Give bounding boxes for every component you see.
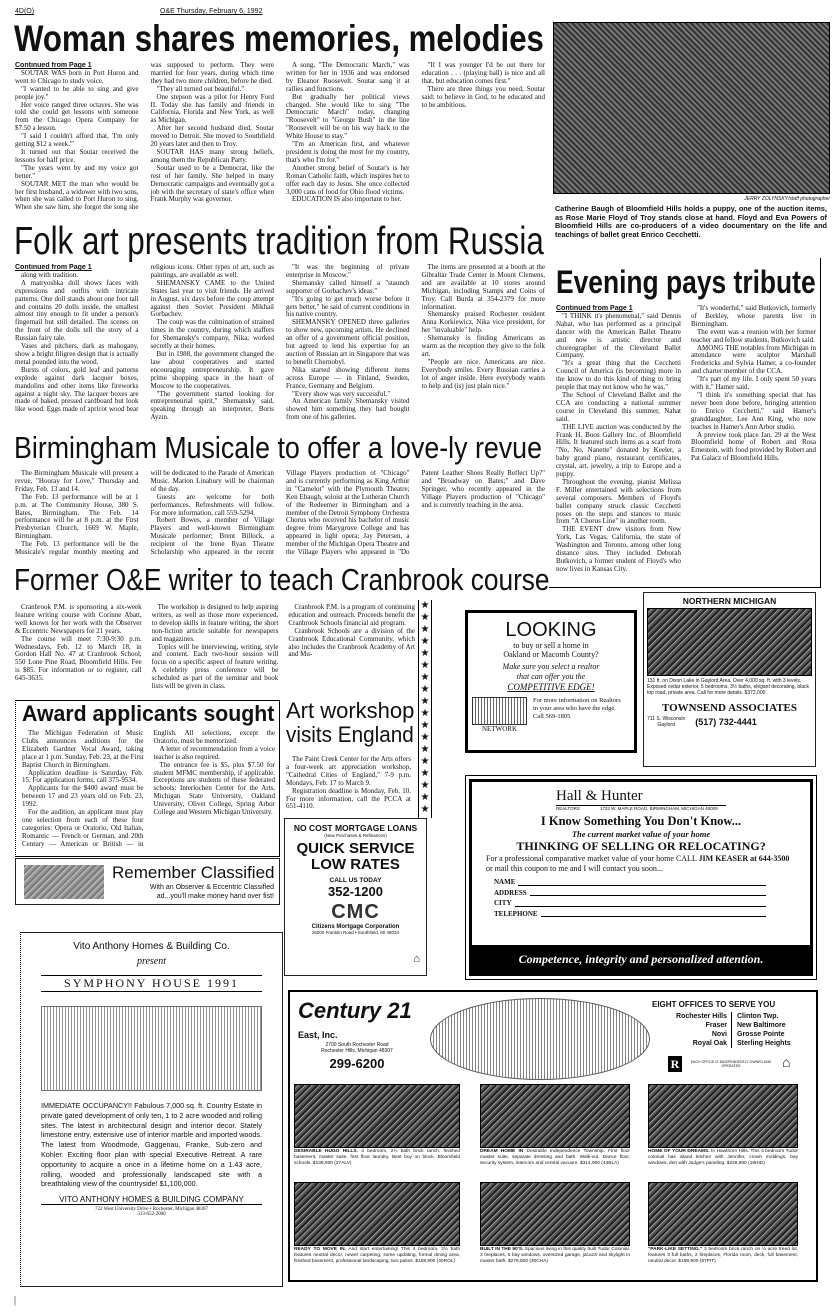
paragraph: Bursts of colors, gold leaf and patterns explode against dark lacquer boxes, mandolins and other items like fireworks against a night sky. The lacquer boxes are made of baked, pressed cardboard but look like wood. Eggs made of apricot wood bear religious icons. Other types of art, such as paintings, are available as well. <box>15 264 274 414</box>
century21-name: East, Inc. <box>298 1030 338 1040</box>
paragraph: "It's wonderful," said Butkovich, formerly of Berkley, whose parents live in Birmingham. <box>691 305 816 328</box>
ad-northern-title: NORTHERN MICHIGAN <box>682 596 777 606</box>
offices-title: EIGHT OFFICES TO SERVE YOU <box>652 1000 776 1009</box>
paragraph: A preview took place Jan. 29 at the West Bloomfield home of Robert and Rosa Ernestein, with food provided by Robert and Pat Galacz of Bloomfield Hills. <box>691 430 816 463</box>
listing-lead: HOME OF YOUR DREAMS. <box>648 1149 710 1154</box>
coupon-city-label: CITY <box>494 899 512 907</box>
ad-looking-line: Make sure you select a realtor <box>502 662 600 671</box>
paragraph: It turned out that Soutar received the lessons for half price. <box>15 147 139 164</box>
paragraph: Registration deadline is Monday, Feb. 10. For more information, call the PCCA at 651-4110. <box>286 786 411 811</box>
continued-from-label: Continued from Page 1 <box>15 62 92 69</box>
listing-card <box>648 1182 798 1264</box>
listing-text: In Hawthorn Hills. This 4 bedroom Tudor colonial has island kitchen with Jennifer, crown moldings, bay windows, den with Judge's paneling. $249,900 (19HID) <box>648 1149 798 1166</box>
crop-mark: | <box>14 1295 17 1306</box>
paragraph: Nika started showing different items across Europe — in Finland, Sweden, France, Germany and Belgium. <box>286 365 410 390</box>
listing-photo <box>294 1084 460 1148</box>
paragraph: The course will meet 7:30-9:30 p.m. Wednesdays, Feb. 12 to March 18, in Gordon Hall No. 47 at Cranbrook School, 550 Lone Pine Road, Bloomfield Hills. Fee is $85. For information or to register, call 645-3635. <box>15 634 142 683</box>
paragraph: "I think it's something special that has never been done before, bringing attention to Enrico Cecchetti," said Hamer's granddaughter, Lee Ann King, who now teaches in Hamer's Ann Arbor studio. <box>691 390 816 431</box>
listing-card <box>294 1182 460 1264</box>
photo-credit: JERRY ZOLYNSKY/staff photographer <box>744 196 830 202</box>
coupon-name-label: NAME <box>494 878 516 886</box>
office-item: Clinton Twp. <box>737 1013 779 1020</box>
network-logo-text: NETWORK <box>482 725 517 733</box>
paragraph: "I'm an American first, and whatever president is doing the most for my country, that's who I'm for." <box>286 140 410 164</box>
paragraph: THE LIVE auction was conducted by the Frank H. Boos Gallery Inc. of Bloomfield Hills. It featured such items as a scarf from "No, No, Nanette" donated by Keeler, a baby grand piano, restaurant certificates, crystal, art, jewelry, a trip to Europe and a puppy. <box>556 422 681 479</box>
hall-hunter-addr: 1732 W. MAPLE ROAD, BIRMINGHAM, MICHIGAN 48009 <box>599 806 718 811</box>
headline-award: Award applicants sought <box>22 701 275 726</box>
offices-right <box>737 1012 791 1048</box>
ad-mortgage-l5: CALL US TODAY <box>329 877 382 884</box>
ad-century21 <box>288 990 818 1282</box>
ad-vito-anthony <box>20 932 283 1287</box>
paragraph: "I THINK it's phenomenal," said Dennis Nahat, who has performed as a principal dancer with the American Ballet Theatre and now is artistic director and choreographer of the Cleveland Ballet Company. <box>556 311 681 360</box>
paragraph: A letter of recommendation from a voice teacher is also required. <box>153 744 275 761</box>
ad-northern-addr: 711 S. Wisconsin <box>647 716 686 722</box>
paragraph: Vases and pitchers, dark as mahogany, show a bright filigree design that is actually metal pounded into the wood. <box>15 342 139 366</box>
paragraph: Cranbrook P.M. is a program of continuing education and outreach. Proceeds benefit the Cranbrook Schools financial aid program. <box>288 604 415 627</box>
ad-hall-hunter <box>465 775 817 980</box>
dateline: O&E Thursday, February 6, 1992 <box>160 8 263 15</box>
paragraph: Application deadline is Saturday, Feb. 15. For application forms, call 375-9534. <box>22 768 144 785</box>
paragraph: "I said I couldn't afford that, 'I'm only getting $12 a week.'" <box>15 132 139 149</box>
coupon-telephone-label: TELEPHONE <box>494 909 538 918</box>
paragraph: SOUTAR MET the man who would be her first husband, a widower with two sons, when she was called to Port Huron to sing. When she saw him, she forgot the song she was supposed to perform. They were married for four years, during which time they had two more children, before he died. <box>15 62 274 212</box>
continued-from-label: Continued from Page 1 <box>15 264 92 271</box>
paragraph: The Michigan Federation of Music Clubs announces auditions for the Elizabeth Gardner Vocal Award, taking place at 1 p.m. Sunday, Feb. 23, at the First Baptist Church in Birmingham. <box>22 730 144 769</box>
ad-mortgage-l3: QUICK SERVICE <box>296 840 415 857</box>
paragraph: The Feb. 13 performance will be at 1 p.m. at The Community House, 380 S. Bates, Birmingham. The Feb. 14 performance will be at 8 p.m. at the First Presbyterian Church, 1669 W. Maple, Birmingham. <box>15 492 139 541</box>
paragraph: A song, "The Democratic March," was written for her in 1936 and was endorsed by Eleanor Roosevelt. Soutar sang it at rallies and functions. <box>286 62 410 93</box>
listing-photo <box>480 1182 630 1246</box>
paragraph: "They all turned out beautiful." <box>156 84 245 93</box>
paragraph: The event was a reunion with her former teacher and fellow students, Butkovich said. <box>691 327 816 344</box>
ad-mortgage <box>284 818 427 976</box>
listing-text: 3 bedroom brick ranch on ½ acre treed lot, features 3 full baths, 2 fireplaces, Florida room, deck, full basement, neutral decor. $199,900 (57PIT) <box>648 1247 798 1264</box>
paragraph: "The years went by and my voice got better." <box>15 163 139 180</box>
listing-card <box>480 1084 630 1166</box>
paragraph: "I wanted to be able to sing and give people joy." <box>15 84 139 101</box>
headline-birmingham-musicale: Birmingham Musicale to offer a love-ly revue <box>14 430 542 465</box>
ad-mortgage-l2: (New Purchases & Refinances) <box>324 833 387 838</box>
paragraph: The Birmingham Musicale will present a revue, "Hooray for Love," Thursday and Friday, Feb. 13 and 14. <box>15 470 139 493</box>
office-item: New Baltimore <box>737 1022 786 1029</box>
paragraph: SHEMANSKY OPENED three galleries to show new, upcoming artists. He declined an offer of a government official position, but agreed to lend his expertise for an auction of Russian art in Singapore that was to benefit Chernobyl. <box>286 318 410 366</box>
page-number: 4D(O) <box>15 8 35 15</box>
ad-mortgage-l4: LOW RATES <box>311 856 400 873</box>
paragraph: EDUCATION IS also important to her. <box>292 195 402 204</box>
paragraph: Her voice ranged three octaves. She was told she could get lessons with someone from the Chicago Opera Company for $7.50 a lesson. <box>15 100 139 133</box>
equal-housing-icon: ⌂ <box>782 1056 791 1071</box>
listing-lead: "PARK-LIKE SETTING." <box>648 1247 703 1252</box>
listings-grid <box>290 1084 820 1279</box>
paragraph: Robert Bowes, a member of Village Players and well-known Birmingham Musicale performer; Brent Billock, a recipient of the Irene Ryan Theatre Scholarship who appeared in the recent Village Players production of "Chicago" and is currently performing as King Arthur in "Camelot" with the Plymouth Theatre; Ken Ebaugh, soloist at the Lutheran Church of the Redeemer in Birmingham and a member of the Detroit Symphony Orchestra Chorus who received his bachelor of music degree from Marygrove College and has appeared in light opera; Jay Petersen, a member of the Michigan Opera Theatre and the Village Players who appeared in "Do Patent Leather Shoes Really Reflect Up?" and "Broadway on Bates;" and Dave Springer, who recently appeared in the Village Players production of "Chicago" and is currently teaching in the area. <box>150 470 545 557</box>
paragraph: The items are presented at a booth at the Gibraltar Trade Center in Mount Clemens, and are available at 10 stores around Michigan, including Stamps and Coins of Troy. Call Burda at 354-2379 for more information. <box>421 264 545 311</box>
realtor-icon: R <box>668 1056 682 1072</box>
paragraph: A matryoshka doll shows faces with expressions and outfits with intricate patterns. One doll stands about one foot tall and contains 20 dolls inside, the smallest almost tiny enough to fit under a person's fingernail but still detailed. The scenes on the front of the dolls tell the story of a Russian fairy tale. <box>15 278 139 343</box>
hall-hunter-h3: THINKING OF SELLING OR RELOCATING? <box>516 839 766 853</box>
ad-northern-michigan <box>643 592 816 767</box>
ad-northern-city: Gaylord <box>657 722 675 728</box>
office-item: Novi <box>711 1031 727 1038</box>
photo-puppy <box>553 22 830 194</box>
network-logo-icon <box>472 697 527 725</box>
paragraph: along with tradition. <box>21 270 78 279</box>
paragraph: The School of Cleveland Ballet and the CCA are conducting a national summer course in Cleveland this summer, Nahat said. <box>556 390 681 423</box>
paragraph: Topics will be interviewing, writing, style and content. Each two-hour session will focus on a specific aspect of feature writing. A celebrity press conference will be scheduled as part of the seminar and book lists will be given in class. <box>151 642 279 691</box>
ad-mortgage-phone: 352-1200 <box>328 884 383 899</box>
coupon-name-field[interactable] <box>518 877 766 886</box>
ad-mortgage-company: Citizens Mortgage Corporation <box>311 924 400 930</box>
ad-mortgage-l1: NO COST MORTGAGE LOANS <box>293 823 418 833</box>
vito-phone: 313-652-2000 <box>137 1212 166 1218</box>
article-evening <box>556 305 816 585</box>
vito-line1: Vito Anthony Homes & Building Co. <box>73 941 230 952</box>
article-art-workshop <box>286 756 411 816</box>
listing-photo <box>648 1084 798 1148</box>
listing-text: Spacious living in this quality built Tudor Colonial. 3 fireplaces, 5 bay windows, oversized garage, jacuzzi and skylight in master bath. $278,500 (30CHA) <box>480 1247 630 1264</box>
headline-art-workshop-2: visits England <box>286 722 414 747</box>
listing-text: Desirable Independence Township. First floor master suite, separate dressing and bath. Walk-out. Dance floor, security system, intercom and central vacuum. $314,900 (44BLA) <box>480 1149 630 1166</box>
paragraph: SOUTAR HAS many strong beliefs, among them the Republican Party. <box>150 147 274 164</box>
hall-hunter-contact: JIM KEASER at 644-3500 <box>698 854 790 863</box>
office-item: Royal Oak <box>692 1040 727 1047</box>
ad-northern-phone: (517) 732-4441 <box>695 717 757 727</box>
article-cranbrook <box>15 604 415 692</box>
listing-lead: DREAM HOME IN <box>480 1149 524 1154</box>
vito-description: IMMEDIATE OCCUPANCY!! Fabulous 7,000 sq. ft. Country Estate in private gated development of only ten, 1 to 2 acre wooded and rolling sites. The latest in architectural design and interior decor. Stately limestone entry, extensive use of interior marble and imported woods. The latest from Woodmode, Gaggenau, Franke, Sub-zero and Kohler. Exciting floor plan with special Executive Retreat. A rare opportunity to acquire a once in a lifetime home on a 1.43 acre, rolling, wooded and professionally landscaped site with a breathtaking view of the countryside! $1,100,000. <box>41 1101 262 1189</box>
century21-addr1: 2700 South Rochester Road <box>325 1042 389 1048</box>
paragraph: Shemansky is finding Americans as warm as the reception they give to the folk art. <box>421 334 545 358</box>
ad-classified-line2: ad...you'll make money hand over fist! <box>156 893 274 900</box>
paragraph: Cranbrook Schools are a division of the Cranbrook Educational Community, which also includes the Cranbrook Academy of Art and Mu- <box>288 626 415 659</box>
hall-hunter-sub: REALTORS <box>556 806 580 811</box>
vito-line2: present <box>136 956 167 967</box>
paragraph: Shemansky called himself a "staunch supporter of Gorbachev's ideas." <box>286 278 410 295</box>
coupon-address-field[interactable] <box>530 888 766 897</box>
house-drawing <box>41 1006 262 1091</box>
paragraph: "If I was younger I'd be out there for education . . . (playing ball) is nice and all that, but education comes first." <box>421 62 545 85</box>
paragraph: "The government started looking for entrepreneurial spirit," Shemansky said, speaking through an interpreter, Boris Ayzin. <box>150 389 274 422</box>
paragraph: SOUTAR WAS born in Port Huron and went to Chicago to study voice. <box>15 68 139 85</box>
office-item: Fraser <box>705 1022 727 1029</box>
paragraph: The Paint Creek Center for the Arts offers a four-week art appreciation workshop, "Cathedral Cities of England," 7-9 p.m. Mondays, Feb. 17 to March 9. <box>286 756 411 787</box>
listing-text: And start entertaining! This 4 bedroom, 2½ bath features neutral decor, newer carpeting, some updating, formal dining area, finished basement, professional landscaping, two patios. $159,900 (40ROL) <box>294 1247 460 1264</box>
listing-card <box>480 1182 630 1264</box>
paragraph: SHEMANSKY CAME to the United States last year to visit friends. He arrived in August, six days before the coup attempt against then Soviet President Mikhail Gorbachev. <box>150 278 274 319</box>
paragraph: Cranbrook P.M. is sponsoring a six-week feature writing course with Corinne Abatt, well known for her work with the Observer & Eccentric Newspapers for 21 years. <box>15 604 142 635</box>
headline-cranbrook: Former O&E writer to teach Cranbrook course <box>14 562 550 597</box>
symphony-house-title: SYMPHONY HOUSE 1991 <box>41 975 262 992</box>
paragraph: Applicants for the $400 award must be between 17 and 23 years old on Feb. 23, 1992. <box>22 784 144 809</box>
coupon-telephone-field[interactable] <box>541 909 766 918</box>
ad-looking <box>465 610 637 753</box>
equal-housing-icon: ⌂ <box>413 953 420 965</box>
ad-looking-line: Oakland or Macomb County? <box>503 650 599 659</box>
paragraph: "People are nice. Americans are nice. Everybody smiles. Every Russian carries a lot of anger inside. Here everybody wants to help and (is) just plain nice." <box>421 357 545 390</box>
century21-addr2: Rochester Hills, Michigan 48307 <box>321 1048 393 1054</box>
ad-looking-info: For more information on Realtors in your area who have the edge. Call 569-1805 <box>533 697 621 720</box>
paragraph: "It's a great thing that the Cecchetti Council of America (is becoming) more in the know to do this kind of thing to bring people that may not know who he was." <box>556 359 681 392</box>
article-birmingham-musicale <box>15 470 545 564</box>
continued-from-label: Continued from Page 1 <box>556 305 633 312</box>
paragraph: The Feb. 13 performance will be the Musicale's regular monthly meeting and will be dedicated to the Parade of American Music. Marion Linabury will be chairman of the day. <box>15 470 274 557</box>
office-item: Grosse Pointe <box>737 1031 785 1038</box>
hall-hunter-h1: I Know Something You Don't Know... <box>540 814 742 828</box>
ad-looking-line: that can offer you the <box>516 672 586 681</box>
headline-evening: Evening pays tribute <box>556 264 816 300</box>
photo-caption: Catherine Baugh of Bloomfield Hills holds a puppy, one of the auction items, as Rose Marie Floyd of Troy stands close at hand. Floyd and Eva Powers of Bloomfield Hills are co-producers of a video documentary on the life and teachings of ballet great Enrico Cecchetti. <box>555 204 827 239</box>
headline-art-workshop: Art workshop <box>286 698 415 723</box>
hall-hunter-h2: The current market value of your home <box>571 829 711 839</box>
paragraph: There are three things you need, Soutar said: to believe in God, to be educated and to be ambitious. <box>421 84 545 109</box>
paragraph: After her second husband died, Soutar moved to Detroit. She moved to Southfield 20 years later and then to Troy. <box>150 124 274 149</box>
paragraph: Throughout the evening, pianist Melissa F. Miller entertained with selections from several composers. Members of Floyd's ballet company struck classic Cecchetti poses on the steps and stances to music from "A Chorus Line" in another room. <box>556 477 681 526</box>
century21-phone: 299-6200 <box>329 1056 385 1071</box>
coupon-address-label: ADDRESS <box>494 888 527 897</box>
hand-money-icon <box>24 865 104 899</box>
paragraph: "It was the beginning of private enterprise in Moscow." <box>286 264 410 279</box>
ad-looking-line: to buy or sell a home in <box>513 641 589 650</box>
listing-text: 4 bedroom, 2½ bath brick ranch, finished basement, master suite, first floor laundry. Best buy on block. Bloomfield schools. $139,900 (27ALV) <box>294 1149 460 1166</box>
ad-looking-title: LOOKING <box>505 619 597 641</box>
listing-card <box>648 1084 798 1166</box>
paragraph: Another strong belief of Soutar's is her Roman Catholic faith, which inspires her to offer each day to Jesus. She once collected 3,000 cans of food for Ohio flood victims. <box>286 163 410 196</box>
paragraph: AMONG THE notables from Michigan in attendance were sculptor Marshall Fredericks and Sylvia Hamer, a co-founder and charter member of the CCA. <box>691 343 816 376</box>
century21-note: EACH OFFICE IS INDEPENDENTLY OWNED AND OPERATED <box>690 1060 772 1068</box>
hall-hunter-slogan: Competence, integrity and personalized attention. <box>472 945 810 973</box>
office-item: Sterling Heights <box>737 1040 791 1047</box>
office-item: Rochester Hills <box>676 1013 727 1020</box>
hall-hunter-p1: For a professional comparative market value of your home CALL <box>486 854 699 863</box>
paragraph: Shemansky praised Rochester resident Anna Korkiewicz, Nika vice president, for her "invaluable" help. <box>421 310 545 335</box>
headline-woman-shares: Woman shares memories, melodies <box>14 18 544 59</box>
ad-classified <box>15 858 280 905</box>
coupon-city-field[interactable] <box>515 898 766 907</box>
ad-northern-company: TOWNSEND ASSOCIATES <box>661 702 797 714</box>
offices-left <box>652 1012 732 1048</box>
paragraph: An American family Shemansky visited showed him something they had bought from one of his galleries. <box>286 397 410 422</box>
vito-company: VITO ANTHONY HOMES & BUILDING COMPANY <box>41 1195 262 1205</box>
ad-mortgage-addr: 26000 Franklin Road • Southfield, MI 48034 <box>311 930 400 935</box>
listing-photo <box>480 1084 630 1148</box>
hall-hunter-logo: Hall & Hunter <box>556 788 726 806</box>
paragraph: Guests are welcome for both performances. Refreshments will follow. For more information, call 559-5294. <box>150 492 274 517</box>
paragraph: But in 1988, the government changed the law about cooperatives and started encouraging entrepreneurship. It gave prime shopping space in the heart of Moscow to the cooperatives. <box>150 349 274 390</box>
paragraph: "Every show was very successful." <box>292 389 391 398</box>
paragraph: The coup was the culmination of strained times in the country, during which staffers for Shemansky's company, Nika, worked secretly at their homes. <box>150 318 274 351</box>
century21-logo: Century 21 <box>298 998 412 1023</box>
paragraph: THE EVENT drew visitors from New York, Las Vegas, California, the state of Washington and Toronto, among other long distance sites. They included Deborah Butkovich, a former student of Floyd's who now lives in Kansas City. <box>556 525 681 573</box>
paragraph: The entrance fee is $5, plus $7.50 for student MFMC membership, if applicable. Exceptions are students of these federated schools: Interlochen Center for the Arts, Michigan State University, Oakland University, Olivet College, Spring Arbor College and Western Michigan University. <box>153 760 275 817</box>
article-folk-art <box>15 264 545 430</box>
ad-classified-line1: With an Observer & Eccentric Classified <box>149 884 274 891</box>
house-photo <box>647 608 812 676</box>
hall-hunter-p2: or mail this coupon to me and I will contact you soon... <box>486 864 663 873</box>
listing-lead: DESIRABLE HUGO HILLS. <box>294 1149 358 1154</box>
headline-folk-art: Folk art presents tradition from Russia <box>14 220 544 263</box>
article-woman-shares <box>15 62 545 220</box>
ad-northern-desc: 131 ft. on Dixon Lake in Gaylord Area. Over 4,000 sq. ft. with 3 levels. Exposed cedar exterior, 5 bedrooms, 3½ baths, elegant decorating, black top road, private area. Call for more details. $372,000 <box>647 678 810 696</box>
listing-card <box>294 1084 460 1166</box>
vito-address: 722 West University Drive • Rochester, Michigan 48307 <box>95 1207 208 1213</box>
paragraph: "It's part of my life. I only spent 50 years with it," Hamer said. <box>691 375 816 392</box>
paragraph: One stepson was a pilot for Henry Ford II. Today she has family and friends in California, Florida and New York, as well as Michigan. <box>150 92 274 125</box>
paragraph: Soutar used to be a Democrat, like the rest of her family. She helped in many Democratic campaigns and eventually got a job with the secretary of state's office when Frank Murphy was governor. <box>150 163 274 204</box>
cmc-logo: CMC <box>331 901 380 923</box>
star-border-decoration: ★ ★ ★ ★ ★ ★ ★ ★ ★ ★ ★ ★ ★ ★ ★ ★ ★ ★ <box>418 600 432 818</box>
listing-photo <box>294 1182 460 1246</box>
paragraph: "It's going to get much worse before it gets better," he said of current conditions in his native country. <box>286 294 410 319</box>
listing-lead: BUILT IN THE 90'S. <box>480 1247 524 1252</box>
house-oval-drawing <box>430 998 650 1080</box>
ad-looking-edge: COMPETITIVE EDGE! <box>507 682 595 692</box>
paragraph: For the audition, an applicant must play one selection from each of these four categories: Opera or Oratorio, Old Italian, Romantic — French or German, and 20th Century — American or British — in English. All selections, except the Oratorio, must be memorized. <box>22 730 275 848</box>
article-award <box>22 730 275 854</box>
paragraph: The workshop is designed to help aspiring writers, as well as those more experienced, to develop skills in feature writing, the short non-fiction article suitable for newspapers and magazines. <box>151 604 279 643</box>
listing-photo <box>648 1182 798 1246</box>
ad-classified-title: Remember Classified <box>112 863 275 882</box>
listing-lead: READY TO MOVE IN. <box>294 1247 346 1252</box>
paragraph: But gradually her political views changed. She would like to sing "The Democratic March" today, changing "Roosevelt" to "George Bush" in the line "Roosevelt will be on his way back to the White House to stay." <box>286 92 410 141</box>
